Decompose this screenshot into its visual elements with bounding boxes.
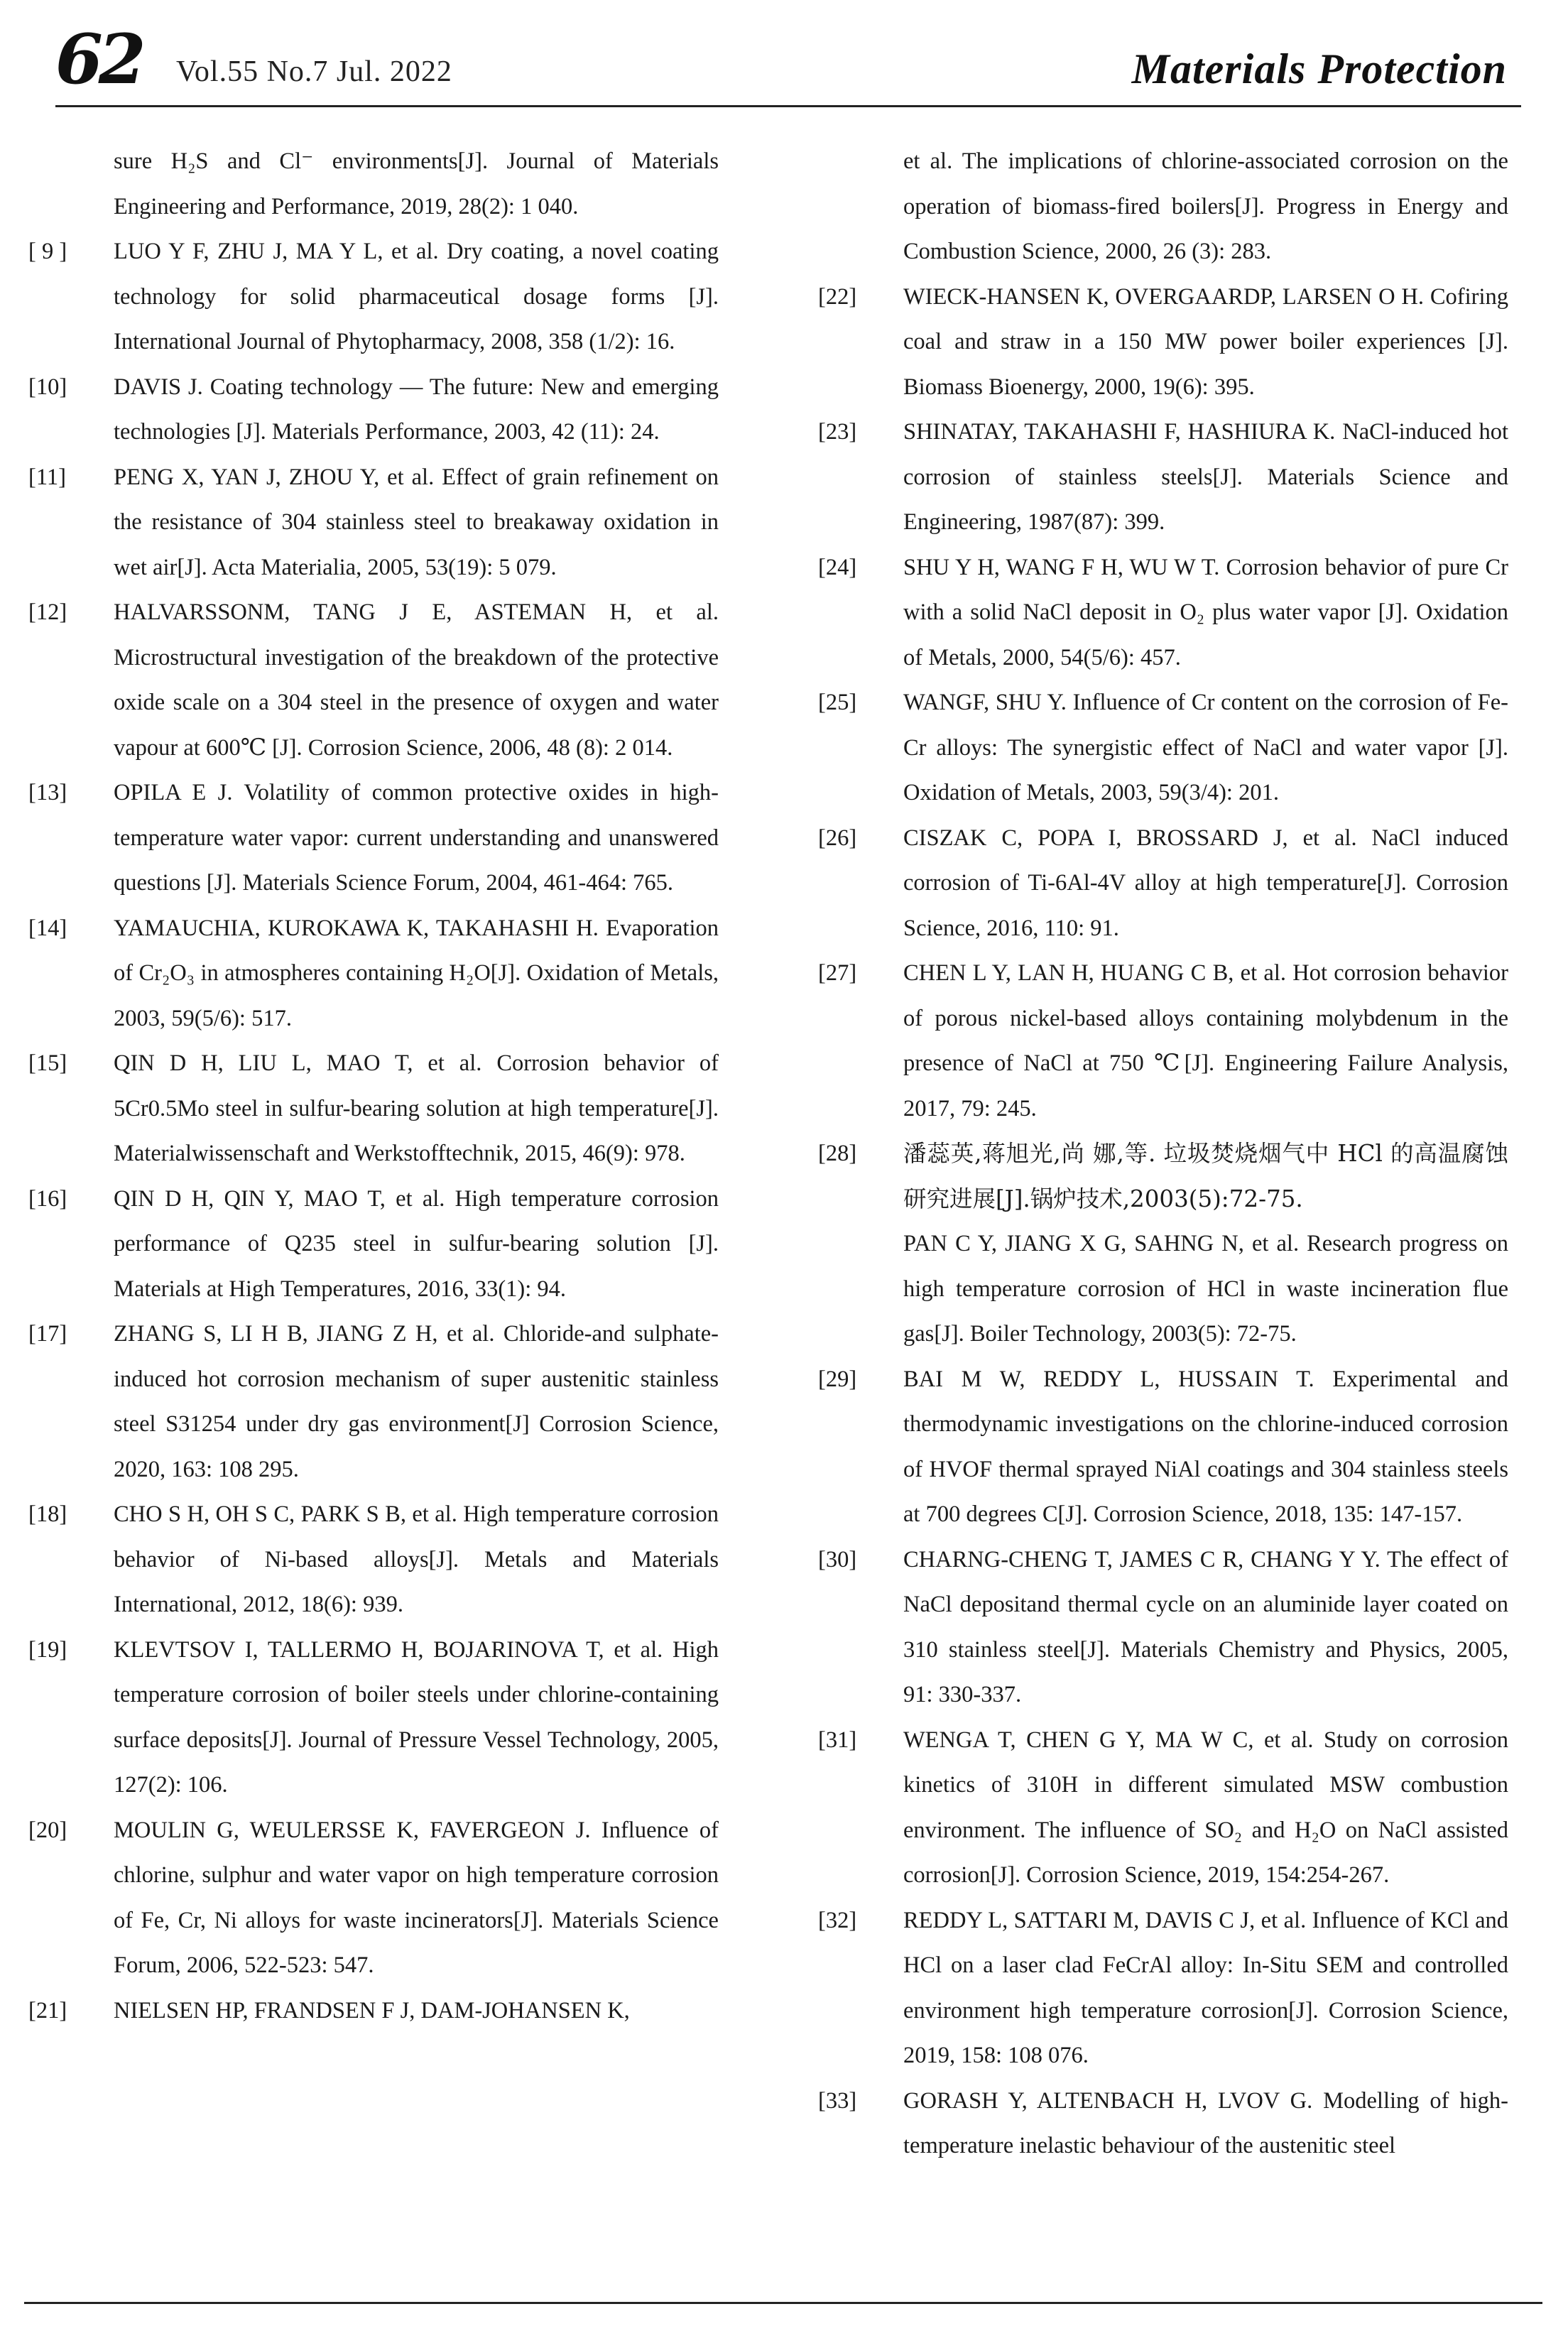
header-rule [55,105,1521,107]
issue-info: Vol.55 No.7 Jul. 2022 [176,55,452,88]
reference-item [818,1538,1508,1718]
reference-item [28,771,719,906]
reference-text: YAMAUCHIA, KUROKAWA K, TAKAHASHI H. Evaporation of Cr₂O₃ in atmospheres containing H₂O[J]. Oxidation of Metals, 2003, 59(5/6): 517. [114,915,719,1031]
reference-text: ZHANG S, LI H B, JIANG Z H, et al. Chloride-and sulphate-induced hot corrosion mechanism of super austenitic stainless steel S31254 under dry gas environment[J] Corrosion Science, 2020, 163: 108 295. [114,1321,719,1482]
reference-item [28,139,719,229]
reference-text: PAN C Y, JIANG X G, SAHNG N, et al. Research progress on high temperature corrosion of HCl in waste incineration flue gas[J]. Boiler Technology, 2003(5): 72-75. [903,1231,1508,1347]
reference-text: CHEN L Y, LAN H, HUANG C B, et al. Hot corrosion behavior of porous nickel-based alloys containing molybdenum in the presence of NaCl at 750 ℃[J]. Engineering Failure Analysis, 2017, 79: 245. [903,960,1508,1121]
reference-item [818,1898,1508,2079]
reference-number: [30] [818,1546,857,1572]
reference-number: [31] [818,1727,857,1753]
reference-number: [18] [28,1501,67,1527]
reference-number: [22] [818,283,857,310]
reference-item [28,590,719,771]
reference-item [818,545,1508,681]
reference-text: WENGA T, CHEN G Y, MA W C, et al. Study on corrosion kinetics of 310H in different simulated MSW combustion environment. The influence of SO₂ and H₂O on NaCl assisted corrosion[J]. Corrosion Science, 2019, 154:254-267. [903,1727,1508,1888]
reference-number: [11] [28,464,66,490]
reference-item [818,1718,1508,1898]
reference-number: [23] [818,419,857,445]
reference-text: KLEVTSOV I, TALLERMO H, BOJARINOVA T, et al. High temperature corrosion of boiler steels under chlorine-containing surface deposits[J]. Journal of Pressure Vessel Technology, 2005, 127(2): 106. [114,1636,719,1798]
reference-item [28,1177,719,1313]
reference-item [818,139,1508,275]
reference-text: SHU Y H, WANG F H, WU W T. Corrosion behavior of pure Cr with a solid NaCl deposit in O₂ plus water vapor [J]. Oxidation of Metals, 2000, 54(5/6): 457. [903,554,1508,670]
reference-text: CHO S H, OH S C, PARK S B, et al. High temperature corrosion behavior of Ni-based alloys[J]. Metals and Materials International, 2012, 18(6): 939. [114,1501,719,1617]
reference-text: OPILA E J. Volatility of common protective oxides in high-temperature water vapor: current understanding and unanswered questions [J]. Materials Science Forum, 2004, 461-464: 765. [114,780,719,896]
reference-number: [24] [818,554,857,580]
reference-item [28,1492,719,1628]
reference-text: SHINATAY, TAKAHASHI F, HASHIURA K. NaCl-induced hot corrosion of stainless steels[J]. Materials Science and Engineering, 1987(87): 399. [903,419,1508,535]
reference-number: [13] [28,780,67,805]
reference-item [818,1131,1508,1222]
reference-text: et al. The implications of chlorine-associated corrosion on the operation of biomass-fired boilers[J]. Progress in Energy and Combustion Science, 2000, 26 (3): 283. [903,148,1508,264]
reference-text: QIN D H, LIU L, MAO T, et al. Corrosion behavior of 5Cr0.5Mo steel in sulfur-bearing solution at high temperature[J]. Materialwissenschaft and Werkstofftechnik, 2015, 46(9): 978. [114,1050,719,1166]
reference-item [28,365,719,455]
references-right-column [818,139,1508,2169]
reference-item [28,1989,719,2034]
reference-item [28,1628,719,1808]
page-number: 62 [55,19,142,99]
reference-text: REDDY L, SATTARI M, DAVIS C J, et al. Influence of KCl and HCl on a laser clad FeCrAl alloy: In-Situ SEM and controlled environment high temperature corrosion[J]. Corrosion Science, 2019, 158: 108 076. [903,1907,1508,2068]
reference-number: [14] [28,915,67,941]
reference-text: LUO Y F, ZHU J, MA Y L, et al. Dry coating, a novel coating technology for solid pharmaceutical dosage forms [J]. International Journal of Phytopharmacy, 2008, 358 (1/2): 16. [114,239,719,354]
reference-text: PENG X, YAN J, ZHOU Y, et al. Effect of grain refinement on the resistance of 304 stainless steel to breakaway oxidation in wet air[J]. Acta Materialia, 2005, 53(19): 5 079. [114,464,719,580]
reference-item [818,2079,1508,2169]
reference-number: [15] [28,1050,67,1076]
reference-number: [16] [28,1185,67,1212]
reference-number: [20] [28,1817,67,1843]
reference-number: [25] [818,690,857,715]
reference-text: 潘蕊英,蒋旭光,尚 娜,等. 垃圾焚烧烟气中 HCl 的高温腐蚀研究进展[J].锅炉技术,2003(5):72-75. [903,1140,1508,1212]
reference-item [818,410,1508,545]
reference-item [818,275,1508,411]
reference-text: WIECK-HANSEN K, OVERGAARDP, LARSEN O H. Cofiring coal and straw in a 150 MW power boiler experiences [J]. Biomass Bioenergy, 2000, 19(6): 395. [903,283,1508,400]
reference-item [818,816,1508,952]
reference-item [818,951,1508,1131]
reference-number: [32] [818,1907,857,1933]
reference-number: [12] [28,599,67,625]
reference-number: [33] [818,2087,857,2114]
reference-number: [28] [818,1141,857,1166]
reference-item [28,906,719,1042]
reference-text: DAVIS J. Coating technology — The future: New and emerging technologies [J]. Materials Performance, 2003, 42 (11): 24. [114,374,719,445]
reference-item [818,1222,1508,1357]
reference-item [818,680,1508,816]
reference-item [28,229,719,365]
reference-text: BAI M W, REDDY L, HUSSAIN T. Experimental and thermodynamic investigations on the chlorine-induced corrosion of HVOF thermal sprayed NiAl coatings and 304 stainless steels at 700 degrees C[J]. Corrosion Science, 2018, 135: 147-157. [903,1366,1508,1527]
reference-item [28,1808,719,1989]
reference-text: QIN D H, QIN Y, MAO T, et al. High temperature corrosion performance of Q235 steel in sulfur-bearing solution [J]. Materials at High Temperatures, 2016, 33(1): 94. [114,1185,719,1302]
reference-text: NIELSEN HP, FRANDSEN F J, DAM-JOHANSEN K, [114,1997,630,2023]
reference-number: [27] [818,960,857,986]
footer-rule [24,2302,1542,2304]
reference-number: [10] [28,374,67,400]
reference-text: WANGF, SHU Y. Influence of Cr content on the corrosion of Fe-Cr alloys: The synergistic effect of NaCl and water vapor [J]. Oxidation of Metals, 2003, 59(3/4): 201. [903,690,1508,805]
reference-text: HALVARSSONM, TANG J E, ASTEMAN H, et al. Microstructural investigation of the breakdown of the protective oxide scale on a 304 steel in the presence of oxygen and water vapour at 600℃ [J]. Corrosion Science, 2006, 48 (8): 2 014. [114,599,719,761]
reference-text: sure H₂S and Cl⁻ environments[J]. Journal of Materials Engineering and Performance, 2019, 28(2): 1 040. [114,148,719,219]
references-left-column [28,139,719,2033]
reference-number: [21] [28,1997,67,2023]
reference-item [28,1312,719,1492]
reference-number: [26] [818,825,857,851]
reference-item [28,1041,719,1177]
reference-number: [17] [28,1321,67,1347]
reference-number: [19] [28,1636,67,1663]
journal-title: Materials Protection [1131,45,1507,92]
reference-item [818,1357,1508,1538]
page-header [0,0,1568,107]
reference-number: [29] [818,1366,857,1392]
reference-text: CISZAK C, POPA I, BROSSARD J, et al. NaCl induced corrosion of Ti-6Al-4V alloy at high temperature[J]. Corrosion Science, 2016, 110: 91. [903,825,1508,941]
reference-text: GORASH Y, ALTENBACH H, LVOV G. Modelling of high-temperature inelastic behaviour of the austenitic steel [903,2087,1508,2158]
reference-text: MOULIN G, WEULERSSE K, FAVERGEON J. Influence of chlorine, sulphur and water vapor on high temperature corrosion of Fe, Cr, Ni alloys for waste incinerators[J]. Materials Science Forum, 2006, 522-523: 547. [114,1817,719,1978]
reference-number: [ 9 ] [28,239,67,264]
reference-item [28,455,719,591]
reference-text: CHARNG-CHENG T, JAMES C R, CHANG Y Y. The effect of NaCl depositand thermal cycle on an aluminide layer coated on 310 stainless steel[J]. Materials Chemistry and Physics, 2005, 91: 330-337. [903,1546,1508,1707]
